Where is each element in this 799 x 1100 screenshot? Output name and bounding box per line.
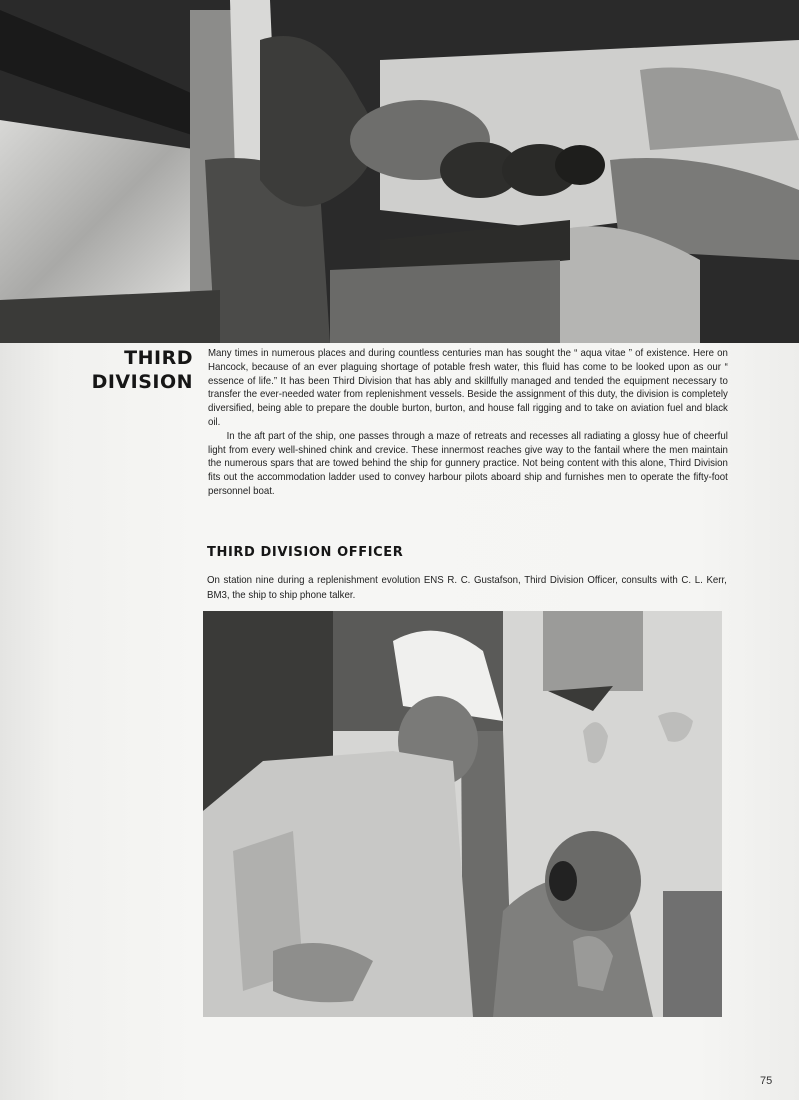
heading-line-1: THIRD <box>124 347 193 369</box>
heading-line-2: DIVISION <box>91 371 193 393</box>
mooring-photo-illustration <box>0 0 799 343</box>
photo-mooring-lines-and-bitts <box>0 0 799 343</box>
officer-section-title: THIRD DIVISION OFFICER <box>207 545 404 560</box>
page-number: 75 <box>760 1075 773 1087</box>
photo-officer-and-phone-talker <box>203 611 722 1017</box>
photo-caption: On station nine during a replenishment evolution ENS R. C. Gustafson, Third Division Officer, consults with C. L. Kerr, BM3, the ship to ship phone talker. <box>207 575 727 601</box>
officer-photo-illustration <box>203 611 722 1017</box>
section-heading <box>92 346 193 394</box>
body-text <box>208 347 728 499</box>
body-paragraph-2: In the aft part of the ship, one passes through a maze of retreats and recesses all radiating a glossy hue of cheerful light from every well-shined chink and crevice. These innermost reaches give way to the fantail where the men maintain the numerous spars that are towed behind the ship for gunnery practice. Not being content with this alone, Third Division fits out the accommodation ladder used to convey harbour pilots aboard ship and furnishes men to operate the fifty-foot personnel boat. <box>208 430 728 497</box>
body-paragraph-1: Many times in numerous places and during countless centuries man has sought the “ aqua vitae ” of existence. Here on Hancock, because of an ever plaguing shortage of potable fresh water, this fluid has come to be looked upon as our “ essence of life.” It has been Third Division that has ably and skillfully managed and tended the equipment necessary to transfer the ever-needed water from replenishment vessels. Beside the assignment of this duty, the division is completely diversified, being able to prepare the double burton, burton, and house fall rigging and to take on aviation fuel and black oil. <box>208 348 728 428</box>
